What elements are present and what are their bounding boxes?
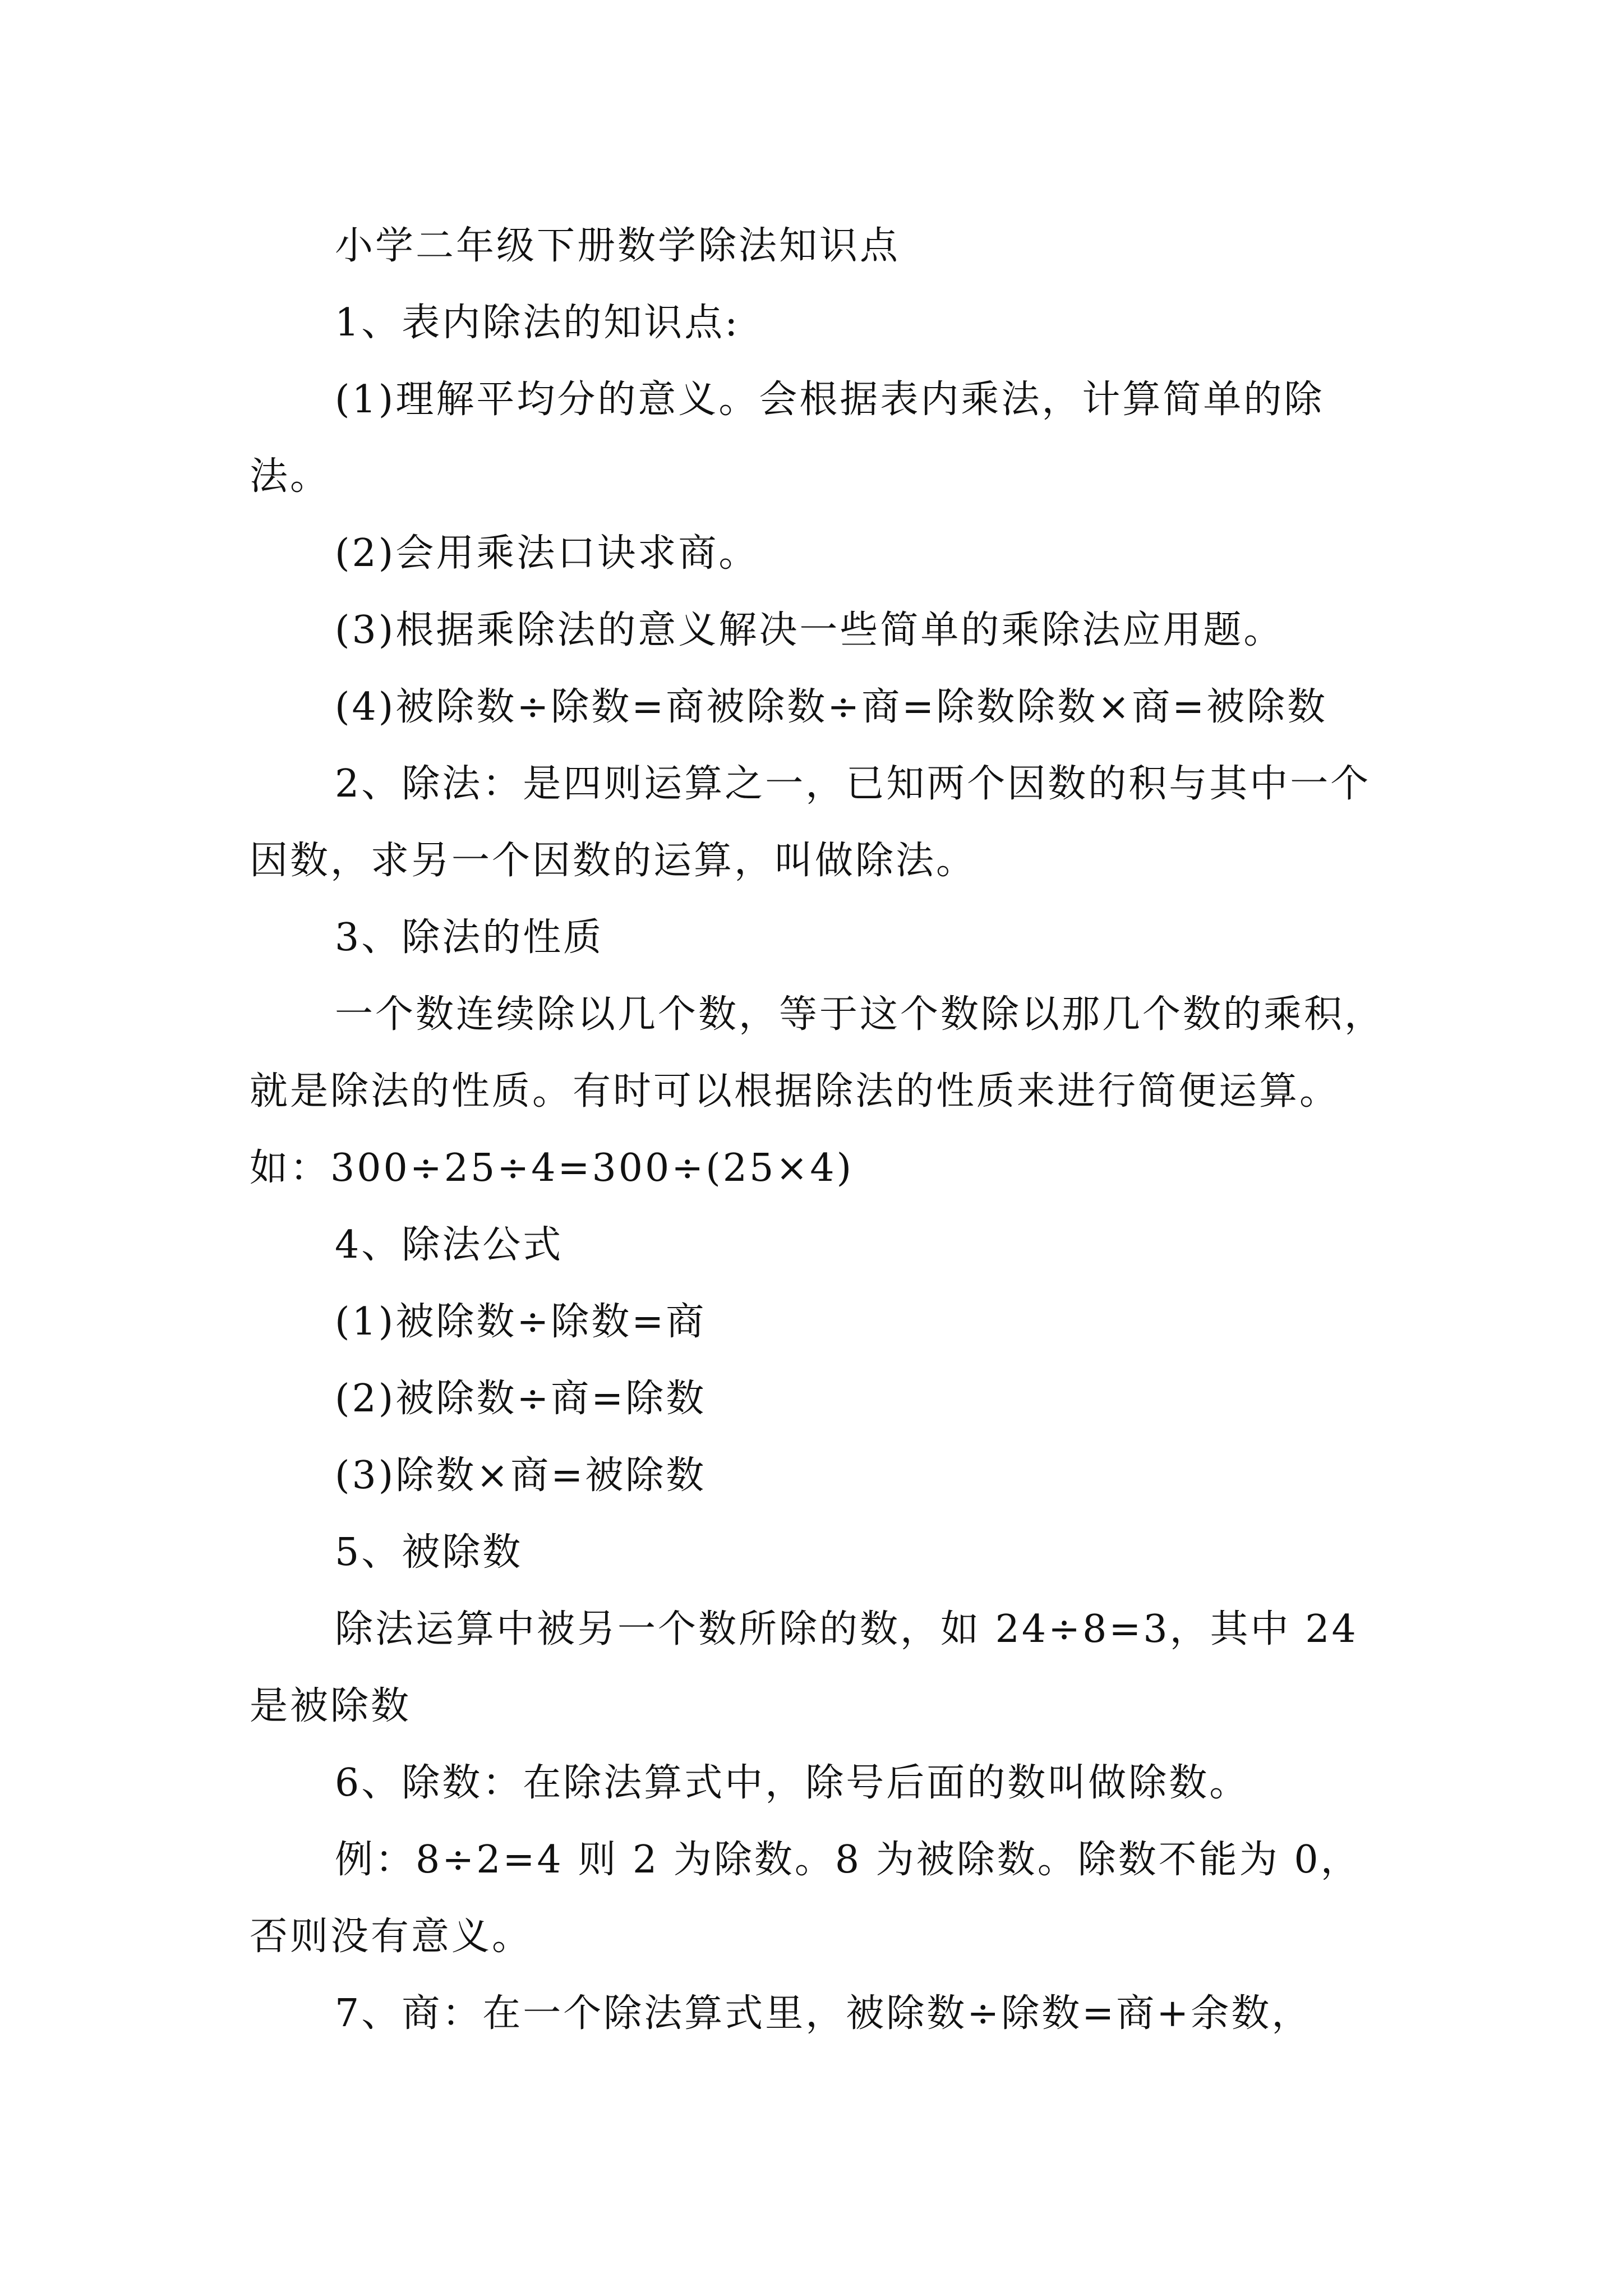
paragraph-10: (1)被除数÷除数=商 [335, 1300, 707, 1344]
paragraph-1: 1、表内除法的知识点: [335, 301, 740, 345]
paragraph-14: 除法运算中被另一个数所除的数，如 24÷8=3，其中 24 是被除数 [250, 1607, 1358, 1728]
paragraph-8: 一个数连续除以几个数，等于这个数除以那几个数的乘积，就是除法的性质。有时可以根据除法的性质来进行简便运算。如：300÷25÷4=300÷(25×4) [250, 992, 1385, 1190]
paragraph-12: (3)除数×商=被除数 [335, 1453, 707, 1498]
paragraph-17: 7、商：在一个除法算式里，被除数÷除数=商+余数， [335, 1991, 1312, 2036]
paragraph-6: 2、除法：是四则运算之一，已知两个因数的积与其中一个因数，求另一个因数的运算，叫做除法。 [250, 762, 1371, 883]
paragraph-4: (3)根据乘除法的意义解决一些简单的乘除法应用题。 [335, 608, 1284, 652]
paragraph-11: (2)被除数÷商=除数 [335, 1377, 707, 1421]
paragraph-5: (4)被除数÷除数=商被除数÷商=除数除数×商=被除数 [335, 685, 1328, 729]
paragraph-2: (1)理解平均分的意义。会根据表内乘法，计算简单的除法。 [250, 378, 1325, 499]
paragraph-15: 6、除数：在除法算式中，除号后面的数叫做除数。 [335, 1761, 1250, 1805]
paragraph-16: 例：8÷2=4 则 2 为除数。8 为被除数。除数不能为 0，否则没有意义。 [250, 1838, 1361, 1959]
paragraph-3: (2)会用乘法口诀求商。 [335, 531, 759, 576]
document-title: 小学二年级下册数学除法知识点 [335, 224, 901, 268]
paragraph-9: 4、除法公式 [335, 1223, 564, 1267]
paragraph-7: 3、除法的性质 [335, 915, 604, 960]
paragraph-13: 5、被除数 [335, 1530, 523, 1575]
document-body [250, 208, 1388, 2052]
